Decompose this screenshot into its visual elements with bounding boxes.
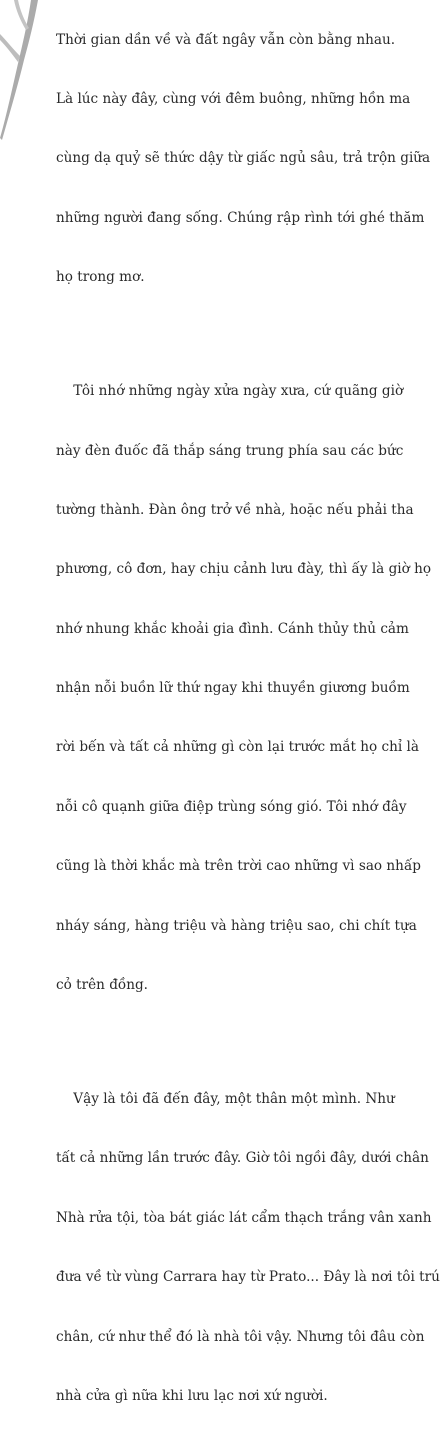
text-line: cỏ trên đồng. bbox=[56, 977, 148, 994]
text-line: họ trong mơ. bbox=[56, 269, 145, 286]
text-line: cùng dạ quỷ sẽ thức dậy từ giấc ngủ sâu, trả trộn giữa bbox=[56, 150, 431, 167]
text-line: Là lúc này đây, cùng với đêm buông, những hồn ma bbox=[56, 90, 411, 107]
paragraph-2 bbox=[56, 343, 432, 1036]
text-line: chân, cứ như thể đó là nhà tôi vậy. Nhưng tôi đâu còn bbox=[56, 1328, 425, 1345]
text-line: cũng là thời khắc mà trên trời cao những vì sao nhấp bbox=[56, 858, 421, 875]
text-line: Tôi nhớ những ngày xửa ngày xưa, cứ quãng giờ bbox=[56, 383, 404, 400]
paragraph-gap bbox=[56, 328, 350, 343]
text-line: tất cả những lần trước đây. Giờ tôi ngồi đây, dưới chân bbox=[56, 1150, 429, 1167]
text-line: nháy sáng, hàng triệu và hàng triệu sao, chi chít tựa bbox=[56, 917, 417, 934]
text-line: này đèn đuốc đã thắp sáng trung phía sau các bức bbox=[56, 442, 404, 459]
paragraph-gap bbox=[56, 1035, 350, 1050]
text-line: phương, cô đơn, hay chịu cảnh lưu đày, thì ấy là giờ họ bbox=[56, 561, 432, 578]
tree-branch-illustration bbox=[0, 0, 40, 140]
paragraph-3 bbox=[56, 1050, 440, 1446]
text-line: đưa về từ vùng Carrara hay từ Prato... Đây là nơi tôi trú bbox=[56, 1269, 440, 1286]
text-line: nhận nỗi buồn lữ thứ ngay khi thuyền giương buồm bbox=[56, 680, 410, 697]
text-line: tường thành. Đàn ông trở về nhà, hoặc nếu phải tha bbox=[56, 501, 414, 518]
paragraph-1 bbox=[56, 0, 431, 328]
text-line: Thời gian dần về và đất ngây vẫn còn bằng nhau. bbox=[56, 31, 396, 48]
text-line: nhớ nhung khắc khoải gia đình. Cánh thủy thủ cảm bbox=[56, 620, 409, 637]
text-line: những người đang sống. Chúng rập rình tới ghé thăm bbox=[56, 209, 425, 226]
body-text bbox=[56, 0, 440, 1446]
text-line: rời bến và tất cả những gì còn lại trước mắt họ chỉ là bbox=[56, 739, 419, 756]
text-line: nhà cửa gì nữa khi lưu lạc nơi xứ người. bbox=[56, 1387, 328, 1404]
text-line: Vậy là tôi đã đến đây, một thân một mình. Như bbox=[56, 1091, 395, 1108]
text-line: nỗi cô quạnh giữa điệp trùng sóng gió. Tôi nhớ đây bbox=[56, 798, 407, 815]
text-line: Nhà rửa tội, tòa bát giác lát cẩm thạch trắng vân xanh bbox=[56, 1209, 432, 1226]
